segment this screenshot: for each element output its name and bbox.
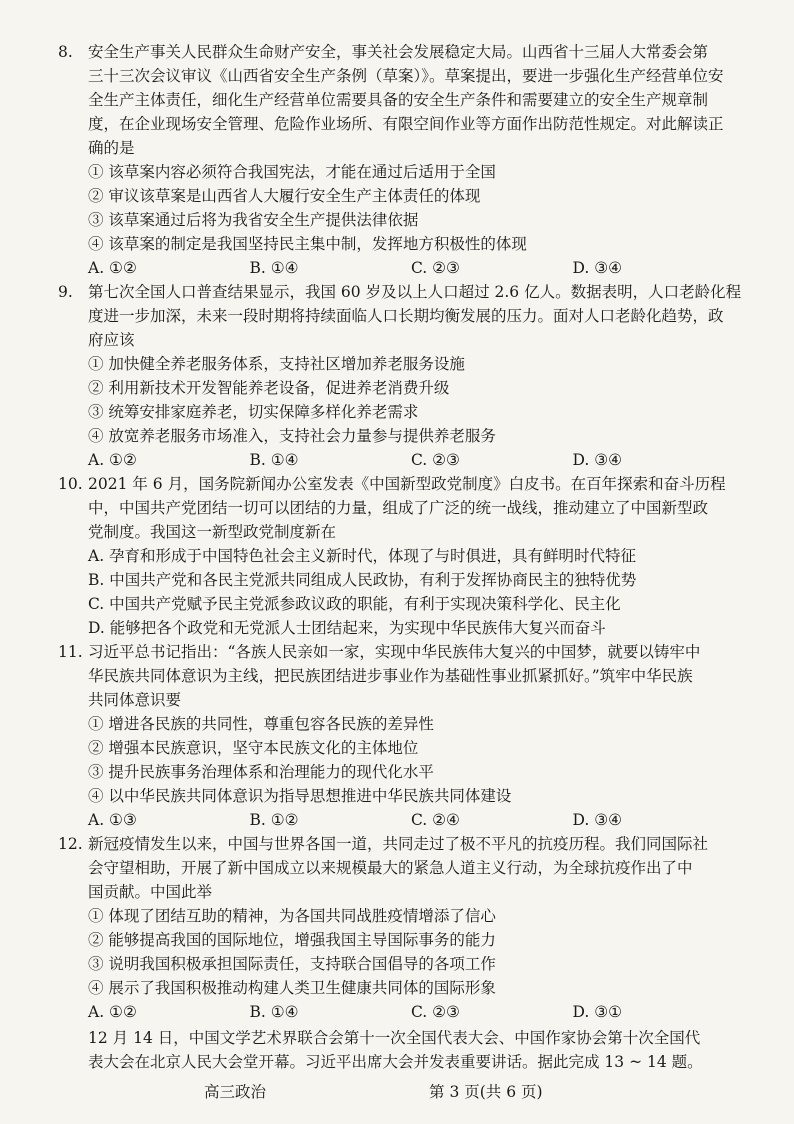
option-b: B. ①④ xyxy=(249,1003,299,1021)
stem-line: 习近平总书记指出：“各族人民亲如一家，实现中华民族伟大复兴的中国梦，就要以铸牢中 xyxy=(88,643,701,661)
option-d: D. 能够把各个政党和无党派人士团结起来，为实现中华民族伟大复兴而奋斗 xyxy=(88,619,606,637)
answer-options xyxy=(88,448,734,472)
stem-line: 确的是 xyxy=(88,139,135,157)
stem-line: 度进一步加深，未来一段时期将持续面临人口长期均衡发展的压力。面对人口老龄化趋势，政 xyxy=(88,307,724,325)
footer-page-number: 第 3 页(共 6 页) xyxy=(429,1083,543,1101)
statement-item: ④ 以中华民族共同体意识为指导思想推进中华民族共同体建设 xyxy=(88,787,512,805)
stem-line: 三十三次会议审议《山西省安全生产条例（草案）》。草案提出，要进一步强化生产经营单位安 xyxy=(88,67,724,85)
question-number: 9. xyxy=(58,283,73,301)
answer-options xyxy=(88,1000,734,1024)
option-c: C. ②③ xyxy=(411,451,460,469)
stem-line: 全生产主体责任，细化生产经营单位需要具备的安全生产条件和需要建立的安全生产规章制 xyxy=(88,91,709,109)
option-d: D. ③④ xyxy=(572,811,623,829)
statement-item: ④ 放宽养老服务市场准入，支持社会力量参与提供养老服务 xyxy=(88,427,496,445)
statement-item: ① 该草案内容必须符合我国宪法，才能在通过后适用于全国 xyxy=(88,163,496,181)
statement-item: ④ 该草案的制定是我国坚持民主集中制，发挥地方积极性的体现 xyxy=(88,235,527,253)
stem-line: 府应该 xyxy=(88,331,135,349)
stem-line: 会守望相助，开展了新中国成立以来规模最大的紧急人道主义行动，为全球抗疫作出了中 xyxy=(88,859,693,877)
answer-options xyxy=(88,256,734,280)
option-a: A. ①② xyxy=(88,1003,137,1021)
option-c: C. 中国共产党赋予民主党派参政议政的职能，有利于实现决策科学化、民主化 xyxy=(88,595,621,613)
statement-item: ① 体现了团结互助的精神，为各国共同战胜疫情增添了信心 xyxy=(88,907,496,925)
option-b: B. ①④ xyxy=(249,259,299,277)
option-a: A. ①② xyxy=(88,451,137,469)
question-11 xyxy=(58,640,734,832)
answer-options xyxy=(88,808,734,832)
statement-item: ① 加快健全养老服务体系，支持社区增加养老服务设施 xyxy=(88,355,465,373)
statement-item: ③ 提升民族事务治理体系和治理能力的现代化水平 xyxy=(88,763,434,781)
option-a: A. ①② xyxy=(88,259,137,277)
statement-item: ③ 统筹安排家庭养老，切实保障多样化养老需求 xyxy=(88,403,419,421)
question-stem xyxy=(58,832,734,904)
stem-line: 中，中国共产党团结一切可以团结的力量，组成了广泛的统一战线，推动建立了中国新型政 xyxy=(88,499,709,517)
stem-line: 度，在企业现场安全管理、危险作业场所、有限空间作业等方面作出防范性规定。对此解读正 xyxy=(88,115,724,133)
question-number: 12. xyxy=(58,835,83,853)
option-b: B. ①④ xyxy=(249,451,299,469)
option-b: B. 中国共产党和各民主党派共同组成人民政协，有利于发挥协商民主的独特优势 xyxy=(88,571,637,589)
option-c: C. ②③ xyxy=(411,1003,460,1021)
question-9 xyxy=(58,280,742,472)
stem-line: 2021 年 6 月，国务院新闻办公室发表《中国新型政党制度》白皮书。在百年探索和奋斗历程 xyxy=(88,475,726,493)
question-number: 11. xyxy=(58,643,83,661)
option-c: C. ②④ xyxy=(411,811,460,829)
stem-line: 新冠疫情发生以来，中国与世界各国一道，共同走过了极不平凡的抗疫历程。我们同国际社 xyxy=(88,835,709,853)
question-stem xyxy=(58,280,742,352)
statement-item: ③ 该草案通过后将为我省安全生产提供法律依据 xyxy=(88,211,419,229)
intro-line: 表大会在北京人民大会堂开幕。习近平出席大会并发表重要讲话。据此完成 13 ~ 14 题。 xyxy=(88,1053,703,1071)
option-b: B. ①② xyxy=(249,811,299,829)
question-12 xyxy=(58,832,734,1024)
option-c: C. ②③ xyxy=(411,259,460,277)
statement-item: ③ 说明我国积极承担国际责任，支持联合国倡导的各项工作 xyxy=(88,955,496,973)
question-number: 10. xyxy=(58,475,83,493)
option-a: A. ①③ xyxy=(88,811,137,829)
option-d: D. ③① xyxy=(572,1003,623,1021)
stem-line: 第七次全国人口普查结果显示，我国 60 岁及以上人口超过 2.6 亿人。数据表明，人口老龄化程 xyxy=(88,283,742,301)
page-footer xyxy=(88,1080,734,1104)
statement-item: ④ 展示了我国积极推动构建人类卫生健康共同体的国际形象 xyxy=(88,979,496,997)
statement-item: ② 能够提高我国的国际地位，增强我国主导国际事务的能力 xyxy=(88,931,496,949)
question-stem xyxy=(58,40,734,160)
option-a: A. 孕育和形成于中国特色社会主义新时代，体现了与时俱进，具有鲜明时代特征 xyxy=(88,547,637,565)
intro-line: 12 月 14 日，中国文学艺术界联合会第十一次全国代表大会、中国作家协会第十次全国代 xyxy=(88,1029,701,1047)
option-d: D. ③④ xyxy=(572,259,623,277)
stem-line: 共同体意识要 xyxy=(88,691,182,709)
stem-line: 党制度。我国这一新型政党制度新在 xyxy=(88,523,337,541)
stem-line: 华民族共同体意识为主线，把民族团结进步事业作为基础性事业抓紧抓好。”筑牢中华民族 xyxy=(88,667,693,685)
stem-line: 安全生产事关人民群众生命财产安全，事关社会发展稳定大局。山西省十三届人大常委会第 xyxy=(88,43,709,61)
material-intro xyxy=(88,1026,734,1074)
stem-line: 国贡献。中国此举 xyxy=(88,883,213,901)
question-stem xyxy=(58,472,734,544)
question-stem xyxy=(58,640,734,712)
footer-subject: 高三政治 xyxy=(204,1083,267,1101)
option-d: D. ③④ xyxy=(572,451,623,469)
question-8 xyxy=(58,40,734,280)
statement-item: ② 利用新技术开发智能养老设备，促进养老消费升级 xyxy=(88,379,450,397)
statement-item: ② 增强本民族意识，坚守本民族文化的主体地位 xyxy=(88,739,419,757)
question-number: 8. xyxy=(58,43,73,61)
statement-item: ② 审议该草案是山西省人大履行安全生产主体责任的体现 xyxy=(88,187,481,205)
statement-item: ① 增进各民族的共同性，尊重包容各民族的差异性 xyxy=(88,715,434,733)
question-10 xyxy=(58,472,734,640)
